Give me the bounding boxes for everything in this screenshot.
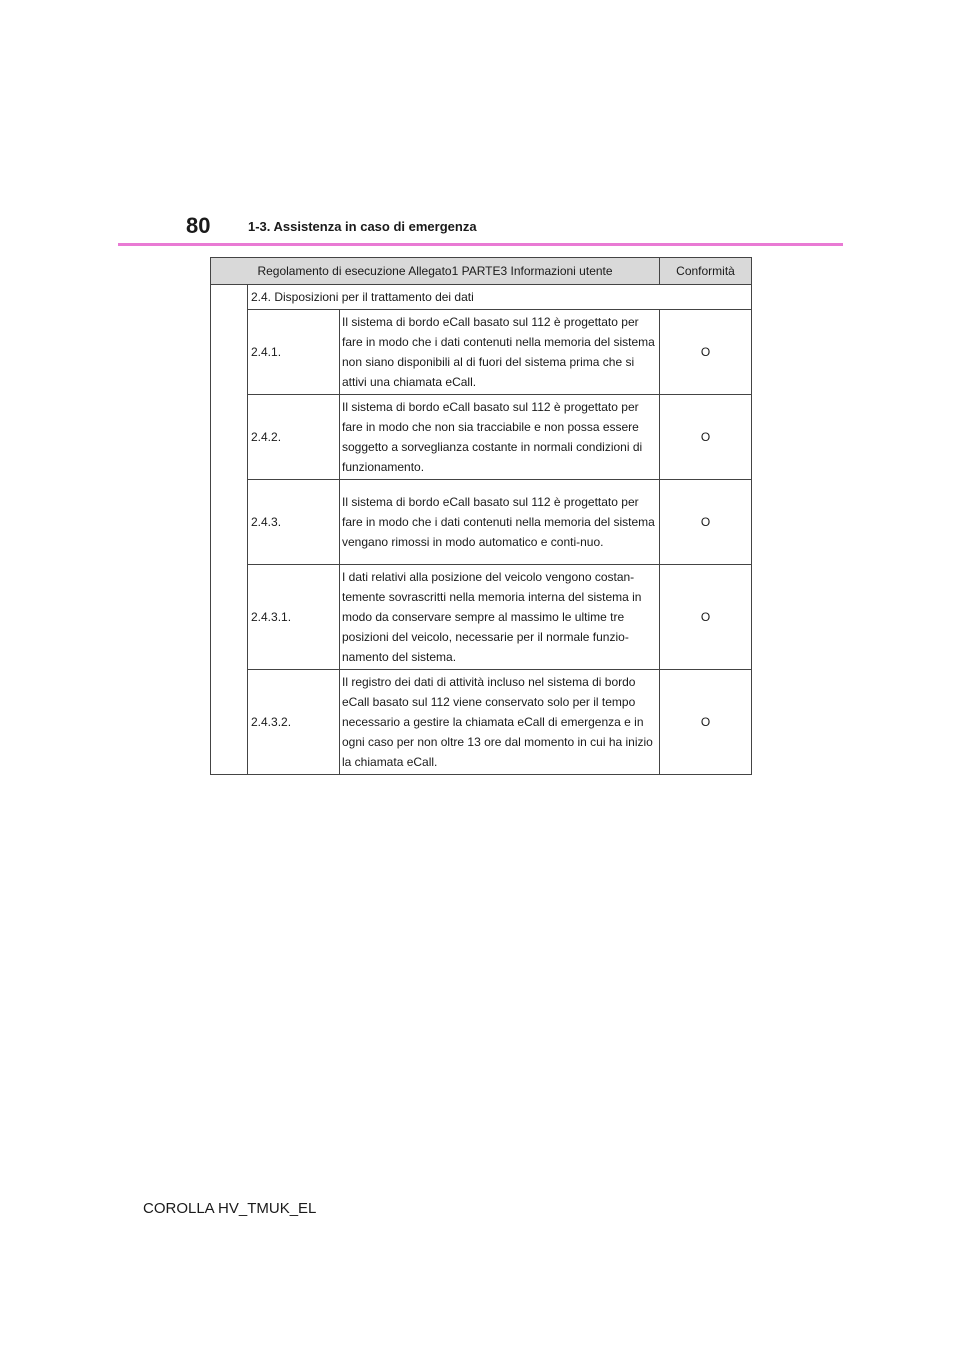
- conformity-mark: O: [660, 565, 752, 670]
- clause-number: 2.4.3.2.: [248, 670, 340, 775]
- clause-text: Il sistema di bordo eCall basato sul 112 è progettato per fare in modo che non sia tracciabile e non possa essere soggetto a sorveglianza costante in normali condizioni di funzionamento.: [340, 395, 660, 480]
- table-row: [211, 670, 752, 775]
- clause-text: I dati relativi alla posizione del veicolo vengono costan-temente sovrascritti nella memoria interna del sistema in modo da conservare sempre al massimo le ultime tre posizioni del veicolo, necessarie per il normale funzio-namento del sistema.: [340, 565, 660, 670]
- clause-text: Il sistema di bordo eCall basato sul 112 è progettato per fare in modo che i dati contenuti nella memoria del sistema vengano rimossi in modo automatico e conti-nuo.: [340, 480, 660, 565]
- clause-number: 2.4.3.: [248, 480, 340, 565]
- table-row: [211, 565, 752, 670]
- conformity-mark: O: [660, 480, 752, 565]
- subsection-row: [211, 285, 752, 310]
- conformity-mark: O: [660, 670, 752, 775]
- regulation-table: [210, 257, 752, 775]
- page-number: 80: [186, 213, 211, 238]
- table-row: [211, 480, 752, 565]
- column-header-conformity: Conformità: [660, 258, 752, 285]
- column-header-regulation: Regolamento di esecuzione Allegato1 PARTE3 Informazioni utente: [211, 258, 660, 285]
- indent-cell: [211, 285, 248, 775]
- document-id: COROLLA HV_TMUK_EL: [143, 1200, 317, 1217]
- clause-number: 2.4.3.1.: [248, 565, 340, 670]
- conformity-mark: O: [660, 310, 752, 395]
- clause-number: 2.4.1.: [248, 310, 340, 395]
- table-row: [211, 310, 752, 395]
- clause-text: Il registro dei dati di attività incluso nel sistema di bordo eCall basato sul 112 viene conservato solo per il tempo necessario a gestire la chiamata eCall di emergenza e in ogni caso per non oltre 13 ore dal momento in cui ha inizio la chiamata eCall.: [340, 670, 660, 775]
- table-row: [211, 395, 752, 480]
- subsection-title: 2.4. Disposizioni per il trattamento dei dati: [248, 285, 752, 310]
- section-title: 1-3. Assistenza in caso di emergenza: [248, 219, 477, 234]
- conformity-mark: O: [660, 395, 752, 480]
- clause-number: 2.4.2.: [248, 395, 340, 480]
- table-header-row: [211, 258, 752, 285]
- header-divider: [118, 243, 843, 246]
- clause-text: Il sistema di bordo eCall basato sul 112 è progettato per fare in modo che i dati contenuti nella memoria del sistema non siano disponibili al di fuori del sistema prima che si attivi una chiamata eCall.: [340, 310, 660, 395]
